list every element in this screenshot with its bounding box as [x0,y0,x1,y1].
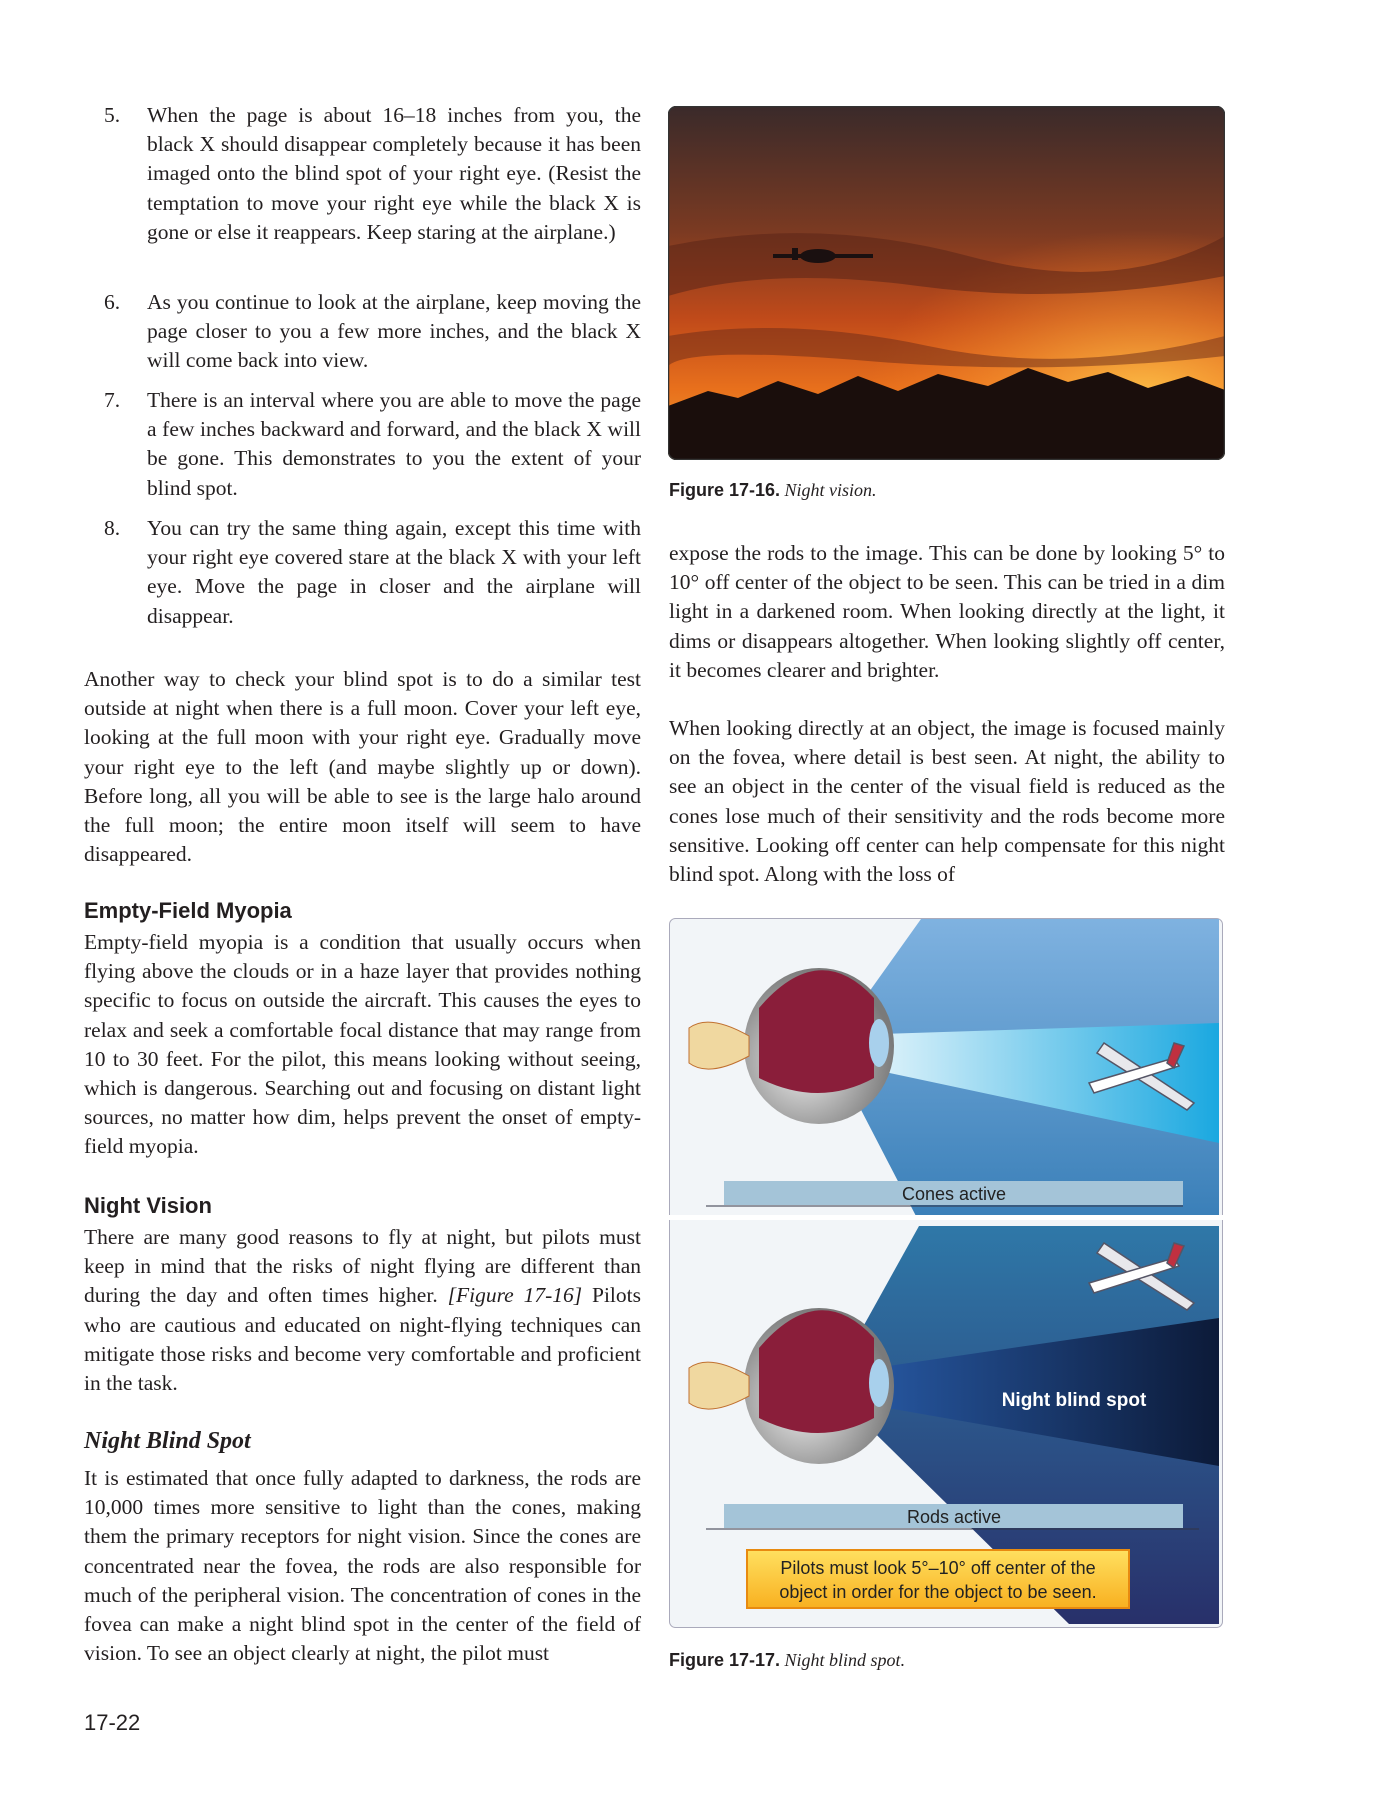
heading-night-vision: Night Vision [84,1193,212,1218]
page-number: 17-22 [84,1710,141,1735]
cones-active-label: Cones active [901,1184,1007,1204]
paragraph-fovea: When looking directly at an object, the image is focused mainly on the fovea, where detail is best seen. At night, the ability to see an object in the center of the visual field is reduced as the cones lose much of their sensitivity and the rods become more sensitive. Looking off center can help compensate for this night blind spot. Along with the loss of [669,716,1225,887]
paragraph-full-moon: Another way to check your blind spot is to do a similar test outside at night when there is a full moon. Cover your left eye, looking at the full moon with your right eye. Gradually move your right eye to the left (and maybe slightly up or down). Before long, all you will be able to see is the large halo around the full moon; the entire moon itself will seem to have disappeared. [84,667,641,867]
figure-caption-17-16: Figure 17-16. Night vision. [669,480,877,500]
figure-reference[interactable]: [Figure 17-16] [447,1283,583,1308]
paragraph-empty-field: Empty-field myopia is a condition that usually occurs when flying above the clouds or in a haze layer that provides nothing specific to focus on outside the aircraft. This causes the eyes to relax and seek a comfortable focal distance that may range from 10 to 30 feet. For the pilot, this means looking without seeing, which is dangerous. Searching out and focusing on distant light sources, no matter how dim, helps prevent the onset of empty-field myopia. [84,930,641,1159]
note-line-2: object in order for the object to be seen. [779,1582,1097,1602]
heading-empty-field-myopia: Empty-Field Myopia [84,898,292,923]
paragraph-night-blind-spot: It is estimated that once fully adapted to darkness, the rods are 10,000 times more sensitive to light than the cones, making them the primary receptors for night vision. Since the cones are concentrated near the fovea, the rods are also responsible for much of the peripheral vision. The concentration of cones in the fovea can make a night blind spot in the center of the field of vision. To see an object clearly at night, the pilot must [84,1466,641,1666]
night-blind-spot-label: Night blind spot [1001,1390,1147,1411]
heading-night-blind-spot: Night Blind Spot [84,1428,251,1454]
rods-active-label: Rods active [906,1507,1002,1527]
note-line-1: Pilots must look 5°–10° off center of the [780,1558,1096,1578]
paragraph-expose-rods: expose the rods to the image. This can be done by looking 5° to 10° off center of the object to be seen. This can be tried in a dim light in a darkened room. When looking directly at the light, it dims or disappears altogether. When looking slightly off center, it becomes clearer and brighter. [669,541,1225,682]
paragraph-night-vision: There are many good reasons to fly at night, but pilots must keep in mind that the risks of night flying are different than during the day and often times higher. [Figure 17-16] Pilots who are cautious and educated on night-flying techniques can mitigate those risks and become very comfortable and proficient in the task. [84,1225,641,1396]
night-vision-photo [668,106,1225,460]
figure-caption-17-17: Figure 17-17. Night blind spot. [669,1650,906,1670]
night-blind-spot-diagram [669,918,1223,1628]
